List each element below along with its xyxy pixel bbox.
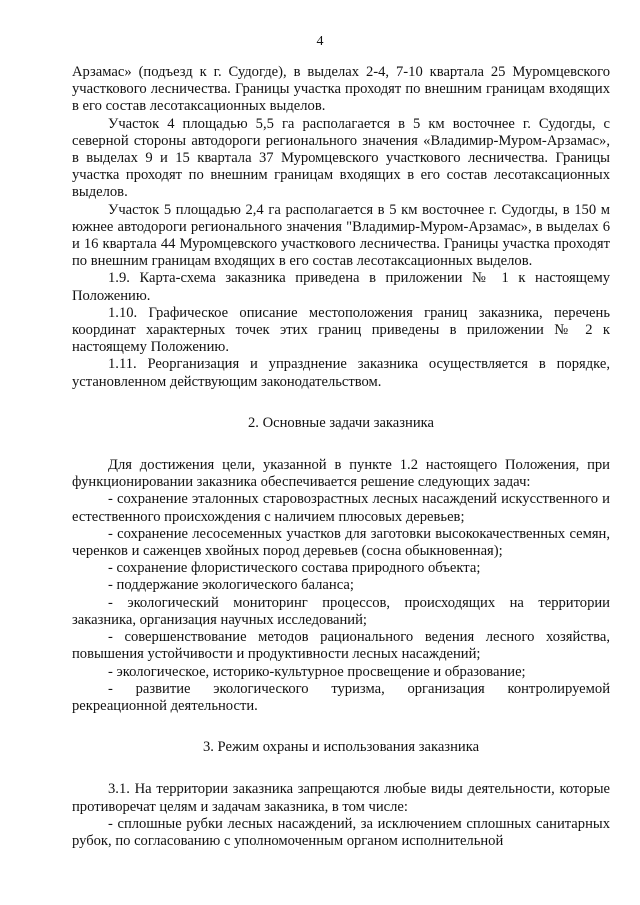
task-item: - сохранение эталонных старовозрастных лесных насаждений искусственного и естественного происхождения с наличием плюсовых деревьев; [72,491,610,525]
paragraph-plot5: Участок 5 площадью 2,4 га располагается в 5 км восточнее г. Судогды, в 150 м южнее автодороги регионального значения "Владимир-Муром-Арзамас», в выделах 6 и 16 квартала 44 Муромцевского участкового лесничества. Границы участка проходят по внешним границам входящих в его состав лесотаксационных выделов. [72,201,610,270]
task-item: - сохранение флористического состава природного объекта; [108,560,481,577]
paragraph-plot4: Участок 4 площадью 5,5 га располагается в 5 км восточнее г. Судогды, с северной стороны автодороги регионального значения «Владимир-Муром-Арзамас», в выделах 9 и 15 квартала 37 Муромцевского участкового лесничества. Границы участка проходят по внешним границам входящих в его состав лесотаксационных выделов. [72,115,610,201]
section-2-intro: Для достижения цели, указанной в пункте 1.2 настоящего Положения, при функционировании заказника обеспечивается решение следующих задач: [72,457,610,491]
prohibition-item: - сплошные рубки лесных насаждений, за исключением сплошных санитарных рубок, по согласованию с уполномоченным органом исполнительной [72,815,610,849]
paragraph-1-11: 1.11. Реорганизация и упразднение заказника осуществляется в порядке, установленном действующим законодательством. [72,356,610,390]
paragraph-plot3-continuation: Арзамас» (подъезд к г. Судогде), в выделах 2-4, 7-10 квартала 25 Муромцевского участкового лесничества. Границы участка проходят по внешним границам входящих в его состав лесотаксационных выделов. [72,64,610,115]
task-item: - экологическое, историко-культурное просвещение и образование; [108,663,526,680]
task-item: - совершенствование методов рационального ведения лесного хозяйства, повышения устойчивости и продуктивности лесных насаждений; [72,629,610,663]
task-item: - развитие экологического туризма, организация контролируемой рекреационной деятельности. [72,680,610,714]
task-item: - поддержание экологического баланса; [108,577,354,594]
task-item: - экологический мониторинг процессов, происходящих на территории заказника, организация научных исследований; [72,594,610,628]
section-2-heading: 2. Основные задачи заказника [247,414,435,431]
document-body [72,64,610,850]
section-3-intro: 3.1. На территории заказника запрещаются любые виды деятельности, которые противоречат целям и задачам заказника, в том числе: [72,781,610,815]
paragraph-1-9: 1.9. Карта-схема заказника приведена в приложении № 1 к настоящему Положению. [72,270,610,304]
page-number: 4 [316,34,324,49]
paragraph-1-10: 1.10. Графическое описание местоположения границ заказника, перечень координат характерных точек этих границ приведены в приложении № 2 к настоящему Положению. [72,304,610,356]
section-3-heading: 3. Режим охраны и использования заказника [202,739,480,756]
task-item: - сохранение лесосеменных участков для заготовки высококачественных семян, черенков и саженцев хвойных пород деревьев (сосна обыкновенная); [72,525,610,560]
